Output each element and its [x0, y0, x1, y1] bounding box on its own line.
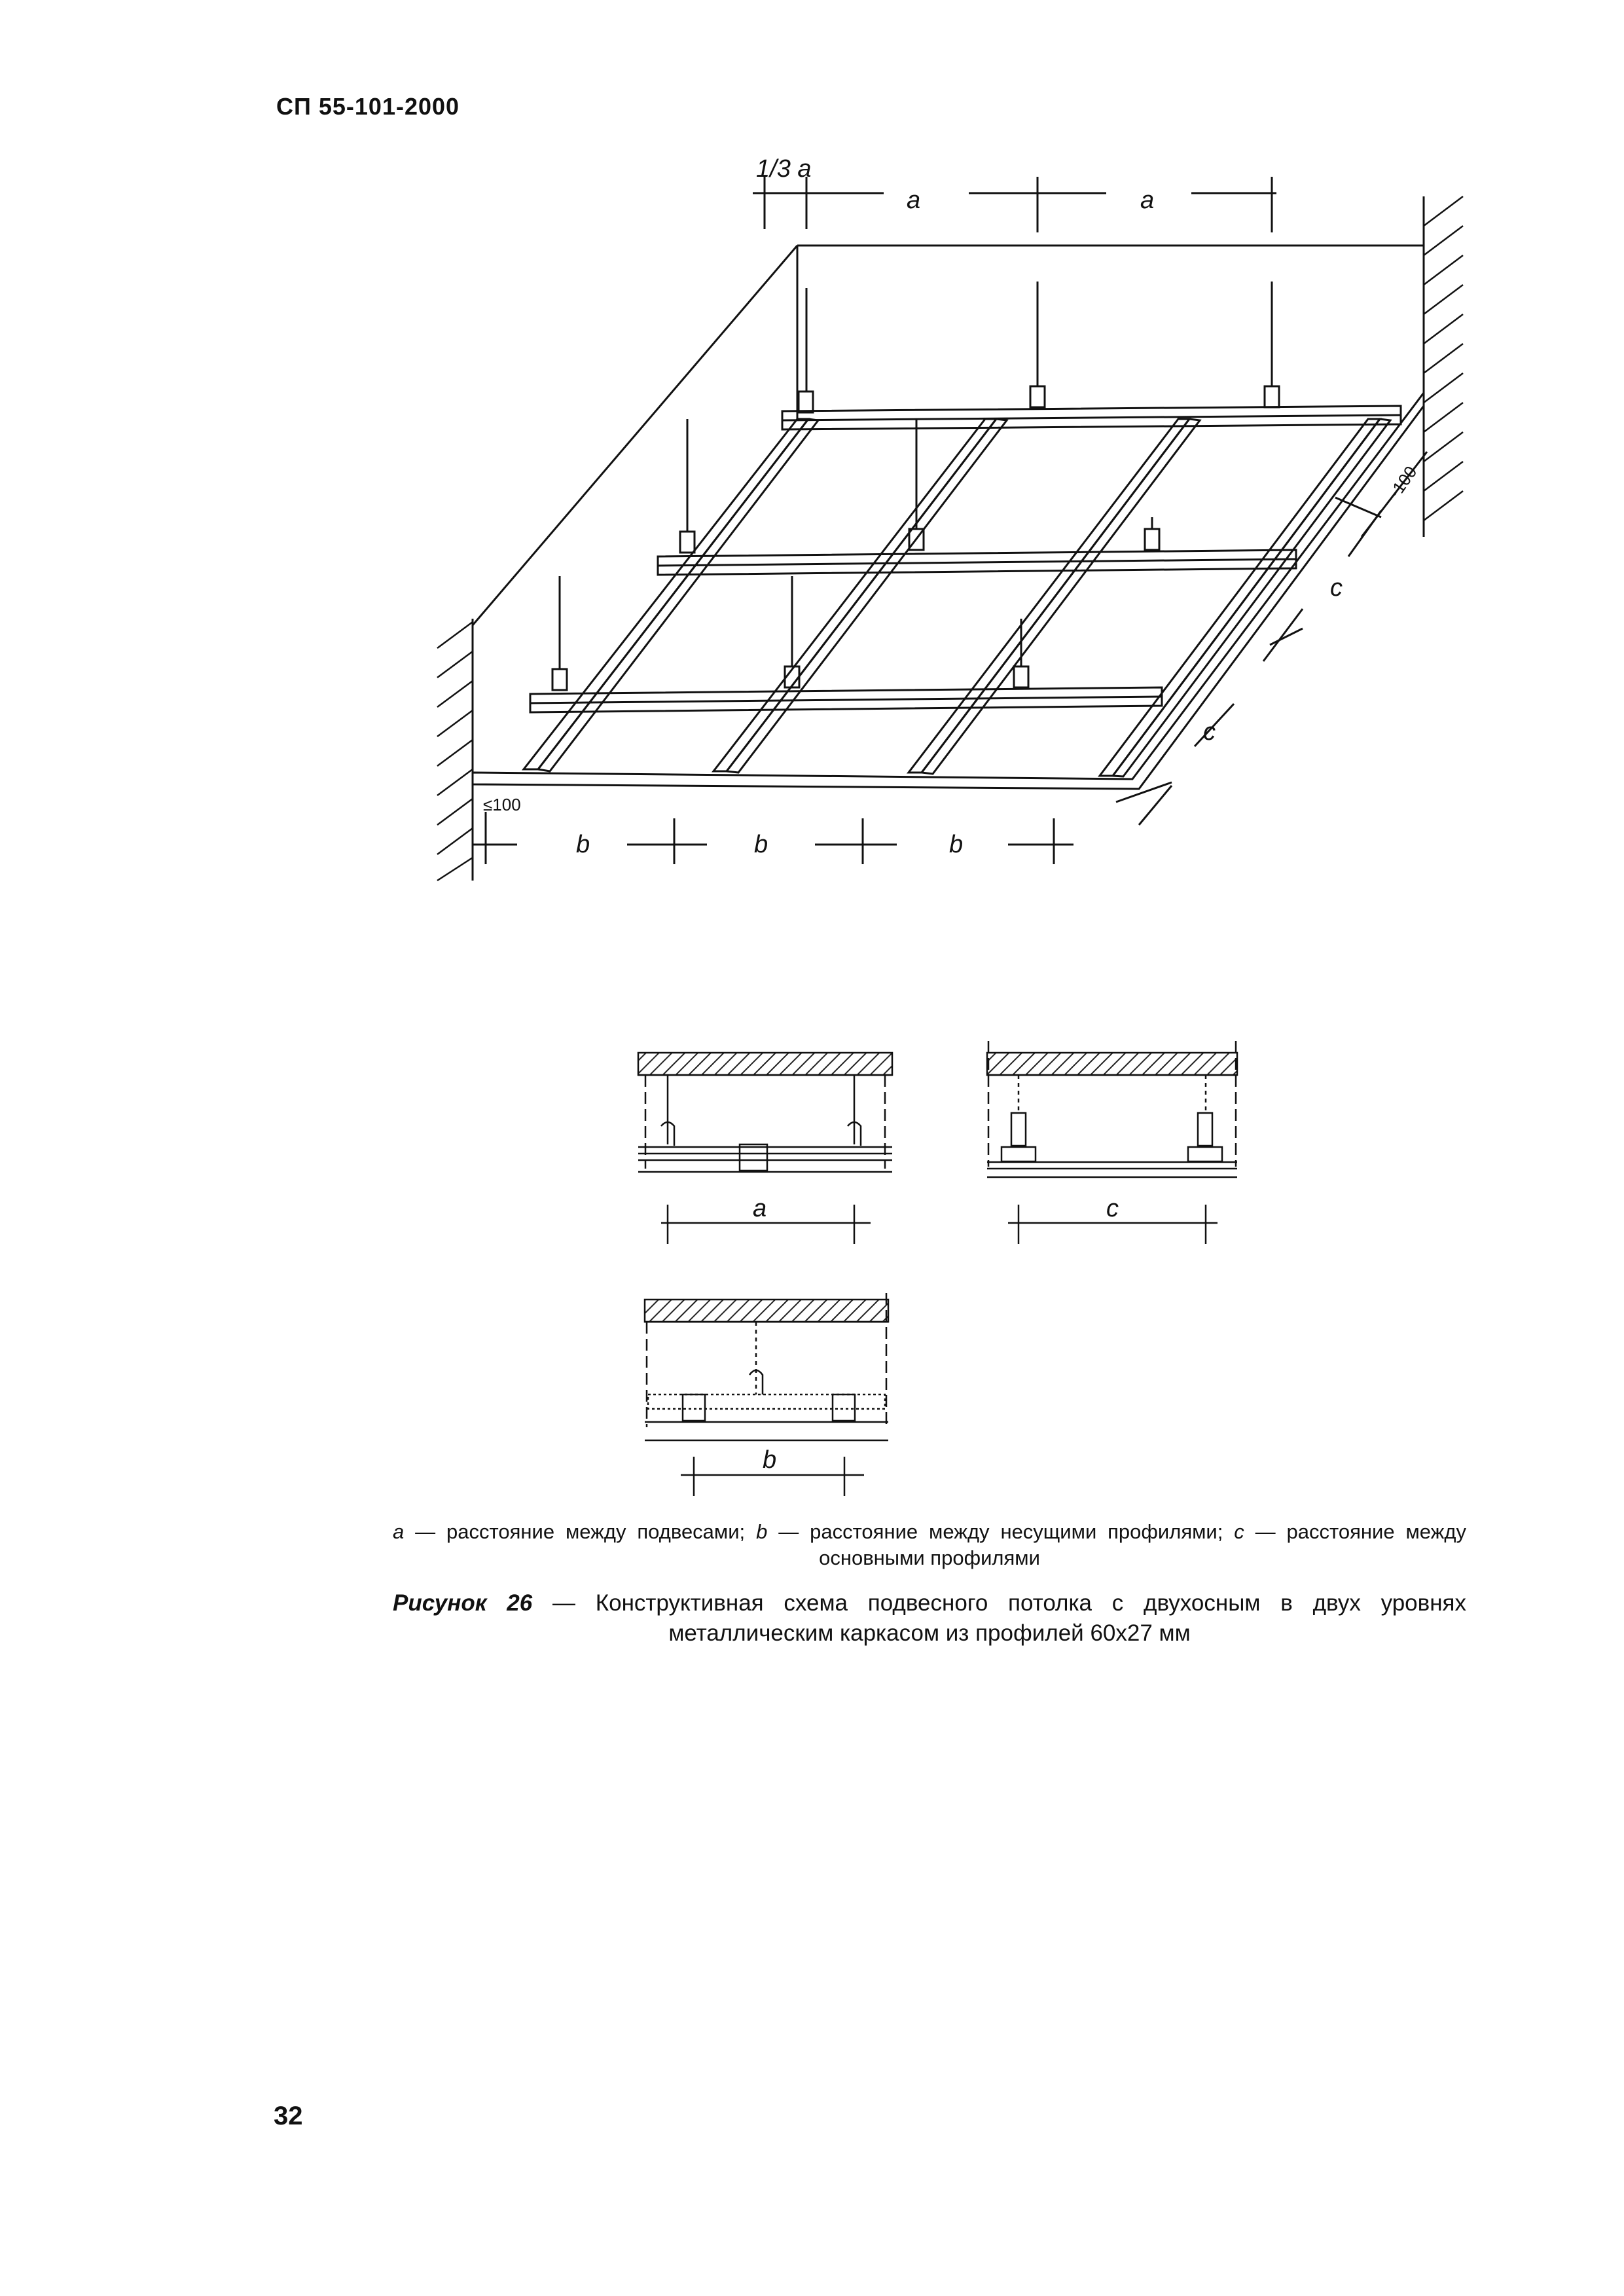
- dimension-bottom: [473, 812, 1074, 864]
- document-header: СП 55-101-2000: [276, 93, 460, 120]
- figure-legend: [393, 1519, 1466, 1571]
- legend-a-text: — расстояние между подвесами;: [404, 1520, 757, 1543]
- dim-tilde100: ~100: [1382, 462, 1421, 505]
- dim-b-2: b: [754, 831, 768, 858]
- dimension-top: [753, 177, 1276, 232]
- detail-a-label: a: [753, 1195, 767, 1222]
- figure-caption: [393, 1588, 1466, 1649]
- dim-a-top-2: a: [1140, 187, 1155, 214]
- dimension-right: [1116, 452, 1427, 825]
- caption-text: — Конструктивная схема подвесного потолка с двухосным в двух уровнях металлическим каркасом из профилей 60х27 мм: [532, 1590, 1467, 1646]
- legend-c-text: — расстояние между основными профилями: [819, 1520, 1466, 1569]
- detail-b-label: b: [763, 1446, 777, 1474]
- carrying-profiles: [524, 419, 1390, 776]
- dim-c-1: c: [1330, 574, 1343, 602]
- legend-b-text: — расстояние между несущими профилями;: [767, 1520, 1235, 1543]
- legend-c-symbol: c: [1234, 1520, 1244, 1543]
- caption-label: Рисунок 26: [393, 1590, 533, 1616]
- hanger-rods: [560, 282, 1272, 669]
- detail-c-label: c: [1106, 1195, 1119, 1222]
- dim-c-2: c: [1203, 718, 1216, 746]
- right-wall-hatch: [1424, 196, 1463, 520]
- dim-b-3: b: [949, 831, 964, 858]
- page-number: 32: [274, 2102, 303, 2130]
- legend-b-symbol: b: [756, 1520, 768, 1543]
- dim-b-1: b: [576, 831, 590, 858]
- dim-third-a: 1/3 a: [756, 155, 812, 183]
- isometric-ceiling-drawing: [437, 196, 1463, 881]
- legend-a-symbol: a: [393, 1520, 405, 1543]
- dim-le100: ≤100: [483, 795, 521, 814]
- main-profiles: [530, 406, 1401, 712]
- left-wall-hatch: [437, 622, 473, 881]
- dim-a-top-1: a: [907, 187, 921, 214]
